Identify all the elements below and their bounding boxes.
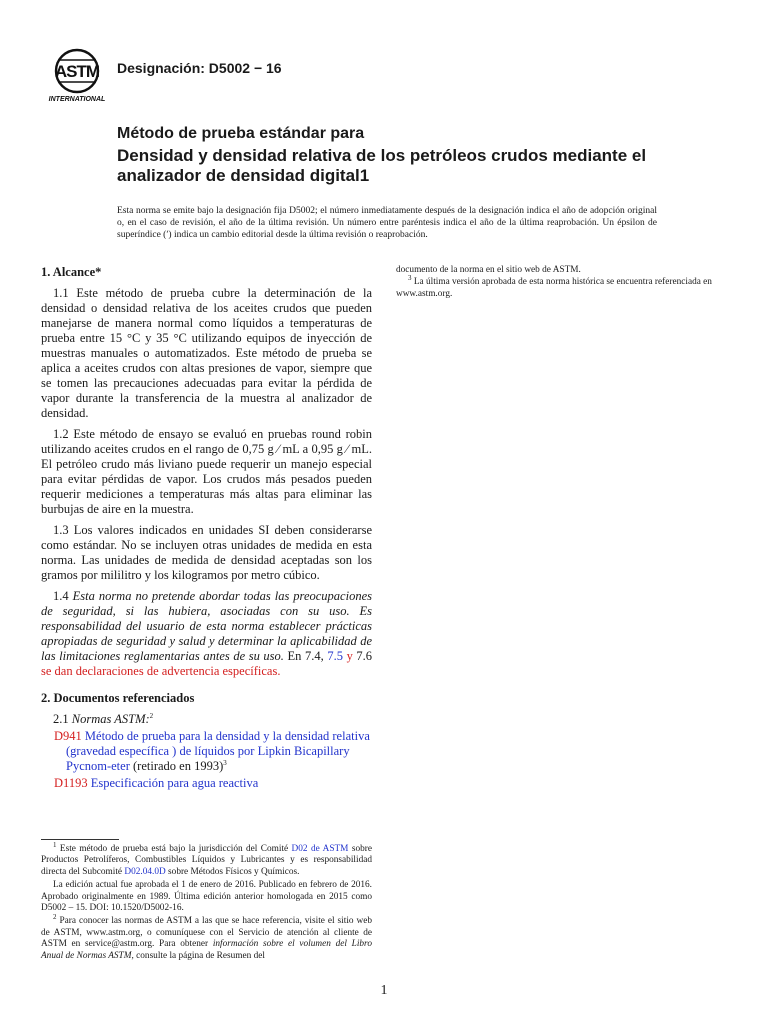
footnote-3: $^3$ La última versión aprobada de esta norma histórica se encuentra referenciada en www.astm.org. bbox=[396, 273, 712, 299]
warning-intro: En 7.4, bbox=[287, 649, 324, 663]
ref-title-d941[interactable]: Método de prueba para la densidad y la densidad relativa (gravedad específica ) de líquidos por Lipkin Bicapillary Pycnom-eter bbox=[66, 729, 370, 773]
section-2-heading: 2. Documentos referenciados bbox=[41, 691, 195, 705]
warning-and: y bbox=[346, 649, 353, 663]
footnotes bbox=[41, 840, 373, 964]
ref-note-d941: (retirado en 1993) bbox=[133, 759, 224, 773]
title-line-1: Método de prueba estándar para bbox=[117, 125, 365, 142]
svg-text:INTERNATIONAL: INTERNATIONAL bbox=[48, 96, 106, 103]
normas-footnote-ref[interactable]: 2 bbox=[149, 711, 154, 720]
paragraph-1-2: 1.2 Este método de ensayo se evaluó en pruebas round robin utilizando aceites crudos en el rango de 0,75 g ⁄ mL a 0,95 g ⁄ mL. El petróleo crudo más liviano puede requerir un manejo especial para evitar pérdidas de vapor. Los crudos más pesados pueden requerir mediciones a temperaturas más altas para eliminar las burbujas de aire en la muestra. bbox=[41, 427, 372, 516]
reference-d1193 bbox=[41, 776, 372, 791]
normas-number: 2.1 bbox=[53, 712, 69, 726]
reference-d941 bbox=[41, 729, 372, 774]
link-7-6[interactable]: 7.6 bbox=[356, 649, 373, 663]
ref-title-d1193[interactable]: Especificación para agua reactiva bbox=[90, 776, 259, 790]
astm-standards-label bbox=[53, 712, 372, 727]
footnote-divider bbox=[41, 839, 119, 840]
link-7-5[interactable]: 7.5 bbox=[327, 649, 343, 663]
section-1-heading: 1. Alcance* bbox=[41, 265, 102, 279]
link-d02-04-0d[interactable]: D02.04.0D bbox=[124, 866, 166, 877]
warning-text: se dan declaraciones de advertencia específicas. bbox=[41, 664, 281, 678]
left-column bbox=[41, 265, 372, 793]
footnote-edition: La edición actual fue aprobada el 1 de enero de 2016. Publicado en febrero de 2016. Aprobado originalmente en 1989. Última edición anterior homologada en 2015 como D5002 – 15. DOI: 10.1520/D5002-16. bbox=[41, 880, 372, 914]
ref-code-d941[interactable]: D941 bbox=[54, 729, 82, 743]
normas-label: Normas ASTM: bbox=[71, 712, 150, 726]
standard-notice: Esta norma se emite bajo la designación fija D5002; el número inmediatamente después de la designación indica el año de adopción original o, en el caso de revisión, el año de la última revisión. Un número entre paréntesis indica el año de la última reaprobación. Un épsilon de superíndice (ʹ) indica un cambio editorial desde la última revisión o reaprobación. bbox=[117, 206, 657, 240]
title-line-2: Densidad y densidad relativa de los petróleos crudos mediante el analizador de densidad digital1 bbox=[117, 146, 647, 185]
paragraph-1-3: 1.3 Los valores indicados en unidades SI deben considerarse como estándar. No se incluyen otras unidades de medida en esta norma. Las unidades de medida de densidad aceptadas son los gramos por mililitro y los kilogramos por metro cúbico. bbox=[41, 523, 372, 582]
footnote-2: $^2$ Para conocer las normas de ASTM a las que se hace referencia, visite el sitio web de ASTM, www.astm.org, o comuníquese con el Servicio de atención al cliente de ASTM en service@astm.org. Para obtener información sobre el volumen del Libro Anual de Normas ASTM, consulte la página de Resumen del bbox=[41, 913, 373, 961]
paragraph-1-4-number: 1.4 bbox=[53, 589, 69, 603]
footnote-1: $^1$ Este método de prueba está bajo la jurisdicción del Comité D02 de ASTM sobre Productos Petrolíferos, Combustibles Líquidos y Lubricantes y es responsabilidad directa del Subcomité D02.04.0D sobre Métodos Físicos y Químicos. bbox=[41, 840, 372, 877]
ref-footnote-3[interactable]: 3 bbox=[223, 758, 227, 767]
designation: Designación: D5002 − 16 bbox=[117, 60, 282, 76]
astm-logo bbox=[44, 46, 110, 104]
document-title bbox=[117, 125, 677, 186]
right-column-footnotes bbox=[396, 265, 736, 300]
paragraph-1-4 bbox=[41, 589, 372, 679]
ref-code-d1193[interactable]: D1193 bbox=[54, 776, 88, 790]
safety-statement: Esta norma no pretende abordar todas las preocupaciones de seguridad, si las hubiera, asociadas con su uso. Es responsabilidad del usuario de esta norma establecer prácticas apropiadas de seguridad y salud y determinar la aplicabilidad de las limitaciones reglamentarias antes de su uso. bbox=[41, 589, 372, 663]
svg-text:ASTM: ASTM bbox=[54, 62, 100, 81]
link-d02[interactable]: D02 de ASTM bbox=[291, 844, 349, 854]
footnote-2-continued: documento de la norma en el sitio web de ASTM. bbox=[396, 265, 581, 275]
page-number: 1 bbox=[380, 983, 388, 998]
paragraph-1-1: 1.1 Este método de prueba cubre la determinación de la densidad o densidad relativa de los aceites crudos que pueden manejarse de manera normal como líquidos a temperaturas de prueba entre 15 °C y 35 °C utilizando equipos de inyección de muestras manuales o automatizados. Este método de prueba se aplica a aceites crudos con altas presiones de vapor, siempre que se tomen las precauciones adecuadas para evitar la pérdida de vapor durante la transferencia de la muestra al analizador de densidad. bbox=[41, 286, 372, 420]
